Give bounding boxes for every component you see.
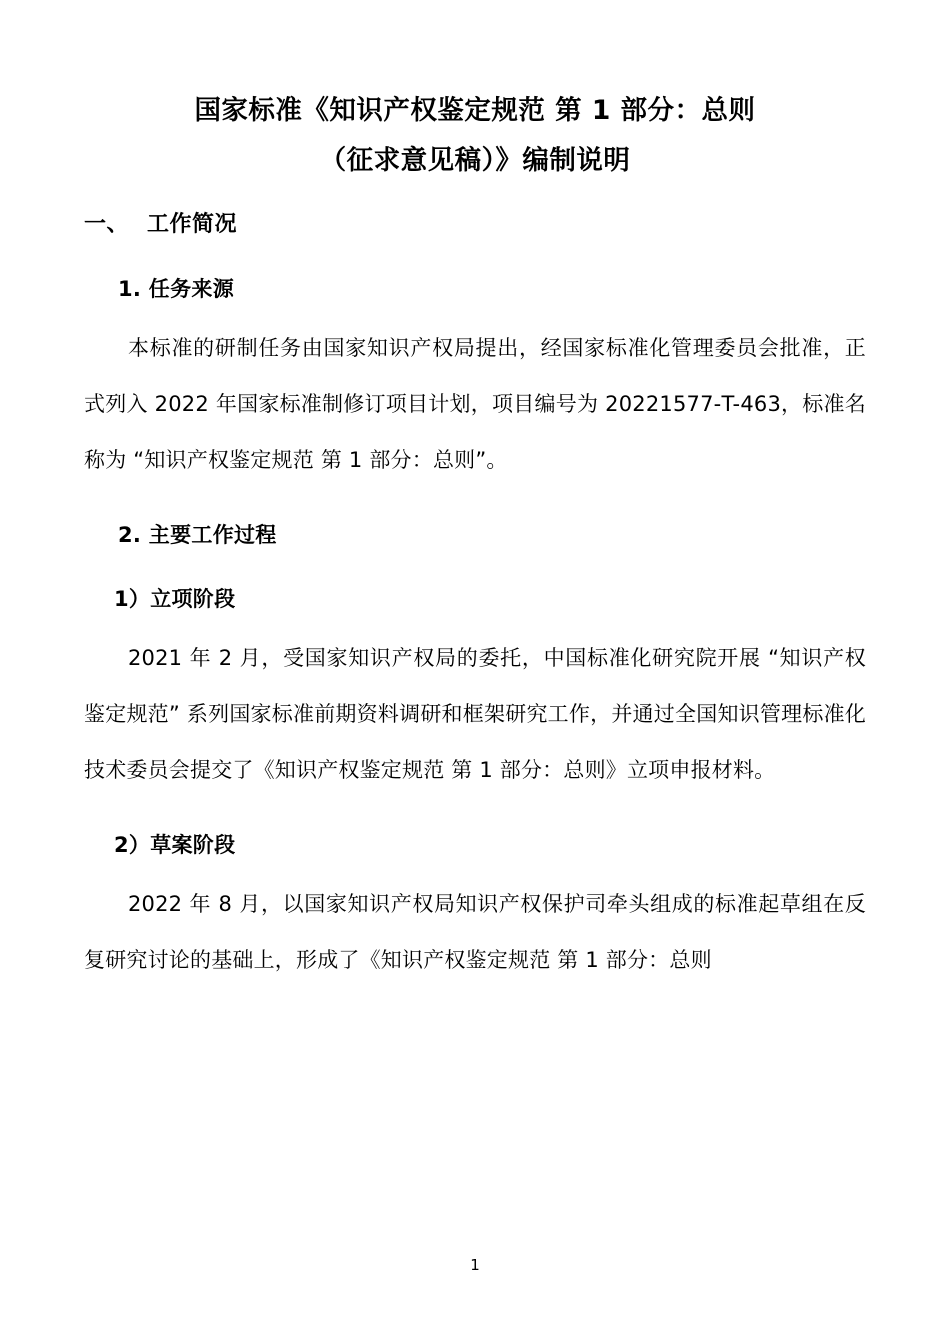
page-title-line-1: 国家标准《知识产权鉴定规范 第 1 部分：总则 (194, 95, 756, 126)
paragraph-task-source: 本标准的研制任务由国家知识产权局提出，经国家标准化管理委员会批准，正式列入 2022 年国家标准制修订项目计划，项目编号为 20221577-T-463，标准名称为 “知识产权鉴定规范 第 1 部分：总则”。 (84, 336, 866, 472)
subheading-task-source: 1. 任务来源 (118, 277, 234, 301)
page-number: 1 (470, 1256, 480, 1274)
section-number: 一、 (84, 212, 130, 237)
subheading-project-stage: 1）立项阶段 (114, 587, 236, 611)
paragraph-draft-stage: 2022 年 8 月，以国家知识产权局知识产权保护司牵头组成的标准起草组在反复研究讨论的基础上，形成了《知识产权鉴定规范 第 1 部分：总则 (84, 892, 866, 972)
paragraph-project-stage: 2021 年 2 月，受国家知识产权局的委托，中国标准化研究院开展 “知识产权鉴定规范” 系列国家标准前期资料调研和框架研究工作，并通过全国知识管理标准化技术委员会提交了《知识产权鉴定规范 第 1 部分：总则》立项申报材料。 (84, 646, 866, 782)
subheading-draft-stage: 2）草案阶段 (114, 833, 236, 857)
section-heading-1 (84, 208, 866, 242)
page-title-line-2: （征求意见稿）》编制说明 (319, 145, 631, 176)
subheading-main-process: 2. 主要工作过程 (118, 523, 277, 547)
section-label: 工作简况 (147, 212, 238, 237)
